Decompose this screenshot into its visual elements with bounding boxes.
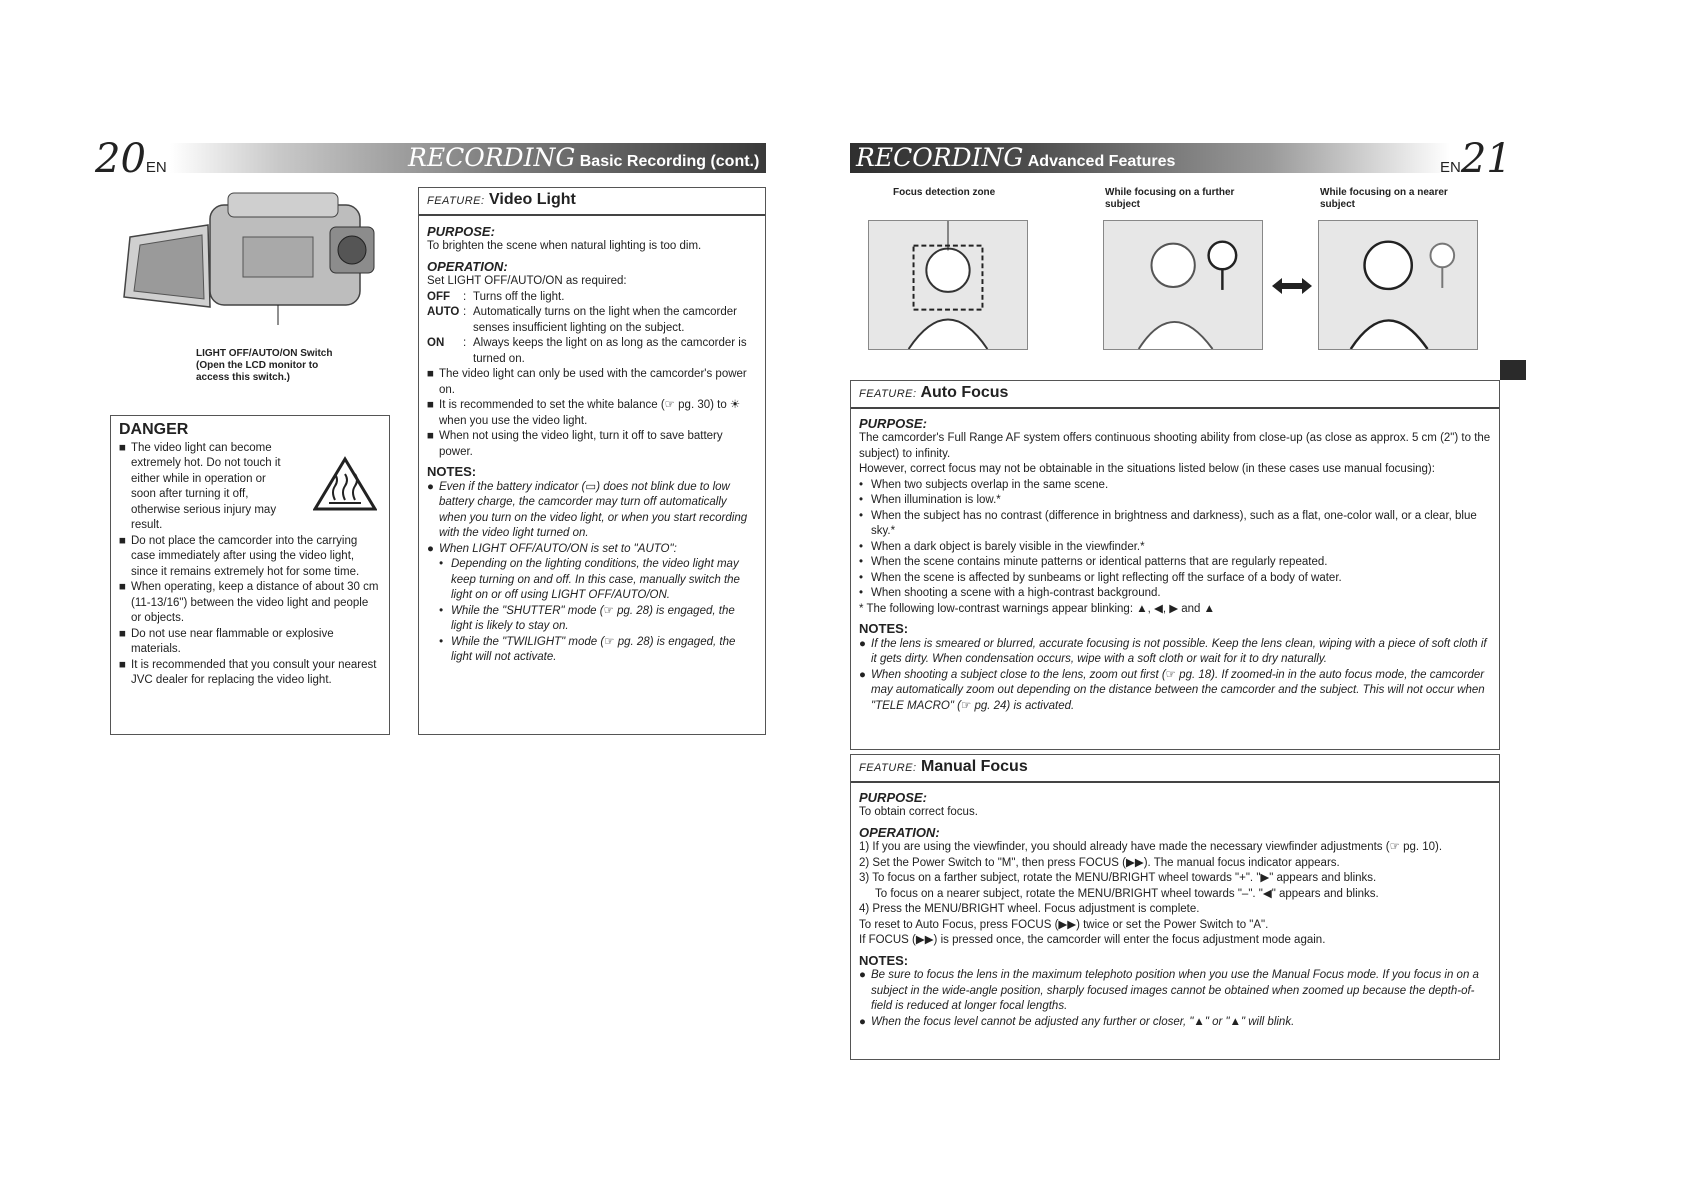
- operation-label: OPERATION:: [427, 258, 508, 274]
- setting-row: AUTO : Automatically turns on the light when the camcorder senses insufficient lighting on the subject.: [427, 306, 737, 334]
- focus-detection-illustration: [868, 220, 1028, 350]
- reset-text: To reset to Auto Focus, press FOCUS (▶▶) twice or set the Power Switch to "A".: [859, 918, 1269, 931]
- purpose-text: To brighten the scene when natural lighting is too dim.: [427, 240, 702, 252]
- note-item: ● Even if the battery indicator (▭) does not blink due to low battery charge, the camcorder may turn off automatically when you turn on the video light, or when you start recording with the video light turned on.: [427, 480, 748, 539]
- purpose-text: The camcorder's Full Range AF system offers continuous shooting ability from close-up (as close as approx. 5 cm (2") to the subject) to infinity.: [859, 432, 1491, 460]
- step-item: To focus on a nearer subject, rotate the MENU/BRIGHT wheel towards "–". "◀" appears and blinks.: [875, 887, 1379, 900]
- video-light-feature-box: [418, 187, 766, 735]
- notes-label: NOTES:: [427, 464, 477, 479]
- operation-intro: Set LIGHT OFF/AUTO/ON as required:: [427, 275, 627, 287]
- subnote-item: • While the "TWILIGHT" mode (☞ pg. 28) is engaged, the light will not activate.: [439, 635, 736, 663]
- reset-text: If FOCUS (▶▶) is pressed once, the camcorder will enter the focus adjustment mode again.: [859, 934, 1326, 946]
- subnote-item: • While the "SHUTTER" mode (☞ pg. 28) is engaged, the light is likely to stay on.: [439, 604, 735, 632]
- setting-row: ON : Always keeps the light on as long as the camcorder is turned on.: [427, 337, 747, 365]
- auto-focus-feature-box: [850, 380, 1500, 750]
- notes-label: NOTES:: [859, 621, 909, 636]
- danger-item: ■ The video light can become extremely hot. Do not touch it either while in operation or soon after turning it off, otherwise serious injury may result.: [119, 441, 281, 531]
- danger-item: ■ It is recommended that you consult your nearest JVC dealer for replacing the video light.: [119, 658, 377, 686]
- situation-item: • When shooting a scene with a high-contrast background.: [859, 587, 1161, 599]
- subnote-item: • Depending on the lighting conditions, the video light may keep turning on and off. In this case, manually switch the light on or off using LIGHT OFF/AUTO/ON.: [439, 558, 740, 601]
- situation-item: • When two subjects overlap in the same scene.: [859, 478, 1109, 491]
- setting-row: OFF : Turns off the light.: [427, 290, 565, 303]
- purpose-label: PURPOSE:: [859, 789, 927, 805]
- camera-caption: LIGHT OFF/AUTO/ON Switch (Open the LCD monitor to access this switch.): [196, 348, 333, 383]
- note-item: ● When the focus level cannot be adjusted any further or closer, "▲" or "▲" will blink.: [859, 1015, 1295, 1028]
- page-number-right: EN21: [1440, 136, 1512, 182]
- feature-heading: FEATURE: Video Light: [419, 188, 765, 216]
- camcorder-illustration: [118, 185, 380, 325]
- danger-item: ■ When operating, keep a distance of about 30 cm (11-13/16") between the video light and people or objects.: [119, 581, 379, 624]
- situation-item: • When the scene contains minute patterns or identical patterns that are regularly repeated.: [859, 556, 1328, 568]
- operation-label: OPERATION:: [859, 824, 940, 840]
- danger-box: [110, 415, 390, 735]
- note-item: ● When shooting a subject close to the lens, zoom out first (☞ pg. 18). If zoomed-in in the auto focus mode, the camcorder may automatically zoom out depending on the distance between the camcorder and the subject. This will not occur when "TELE MACRO" (☞ pg. 24) is activated.: [859, 668, 1485, 712]
- tip-item: ■ When not using the video light, turn it off to save battery power.: [427, 430, 723, 458]
- danger-title: DANGER: [119, 421, 189, 438]
- step-item: 4) Press the MENU/BRIGHT wheel. Focus adjustment is complete.: [859, 903, 1200, 915]
- footnote: * The following low-contrast warnings appear blinking: ▲, ◀, ▶ and ▲: [859, 602, 1216, 615]
- step-item: 1) If you are using the viewfinder, you should already have made the necessary viewfinder adjustments (☞ pg. 10).: [859, 841, 1443, 853]
- danger-item: ■ Do not place the camcorder into the carrying case immediately after using the video light, since it remains extremely hot for some time.: [119, 534, 360, 578]
- tip-item: ■ The video light can only be used with the camcorder's power on.: [427, 368, 747, 396]
- nearer-subject-illustration: [1318, 220, 1478, 350]
- feature-heading: FEATURE: Manual Focus: [851, 755, 1499, 783]
- hot-surface-warning-icon: [313, 456, 377, 512]
- illustration-label: While focusing on a nearer subject: [1320, 187, 1448, 210]
- tip-item: ■ It is recommended to set the white balance (☞ pg. 30) to ☀ when you use the video light.: [427, 399, 741, 427]
- illustration-label: While focusing on a further subject: [1105, 187, 1235, 210]
- situation-item: • When illumination is low.*: [859, 494, 1001, 506]
- section-title-right: RECORDING Advanced Features: [856, 143, 1176, 172]
- situation-item: • When a dark object is barely visible in the viewfinder.*: [859, 540, 1145, 553]
- note-item: ● If the lens is smeared or blurred, accurate focusing is not possible. Keep the lens clean, wiping with a piece of soft cloth if it gets dirty. When condensation occurs, wipe with a soft cloth or wait for it to dry naturally.: [859, 637, 1487, 665]
- double-arrow-icon: [1272, 276, 1312, 296]
- purpose-label: PURPOSE:: [859, 415, 927, 431]
- page-edge-tab: [1500, 360, 1526, 380]
- feature-heading: FEATURE: Auto Focus: [851, 381, 1499, 409]
- note-item: ● Be sure to focus the lens in the maximum telephoto position when you use the Manual Focus mode. If you focus in on a subject in the wide-angle position, sharply focused images cannot be obtained when zoomed up because the depth-of-field is reduced at longer focal lengths.: [859, 969, 1479, 1012]
- purpose-text: To obtain correct focus.: [859, 806, 978, 818]
- situation-item: • When the subject has no contrast (difference in brightness and darkness), such as a flat, one-color wall, or a clear, blue sky.*: [859, 509, 1477, 537]
- purpose-label: PURPOSE:: [427, 223, 495, 239]
- danger-item: ■ Do not use near flammable or explosive materials.: [119, 627, 334, 655]
- note-item: ● When LIGHT OFF/AUTO/ON is set to "AUTO":: [427, 542, 677, 555]
- manual-focus-feature-box: [850, 754, 1500, 1060]
- situation-item: • When the scene is affected by sunbeams or light reflecting off the surface of a body of water.: [859, 571, 1342, 584]
- page-number-left: 20EN: [95, 136, 167, 182]
- illustration-label: Focus detection zone: [893, 187, 996, 198]
- notes-label: NOTES:: [859, 952, 909, 968]
- however-text: However, correct focus may not be obtainable in the situations listed below (in these cases use manual focusing):: [859, 463, 1435, 475]
- step-item: 2) Set the Power Switch to "M", then press FOCUS (▶▶). The manual focus indicator appears.: [859, 856, 1340, 869]
- step-item: 3) To focus on a farther subject, rotate the MENU/BRIGHT wheel towards "+". "▶" appears and blinks.: [859, 872, 1377, 884]
- further-subject-illustration: [1103, 220, 1263, 350]
- section-title-left: RECORDING Basic Recording (cont.): [408, 143, 760, 172]
